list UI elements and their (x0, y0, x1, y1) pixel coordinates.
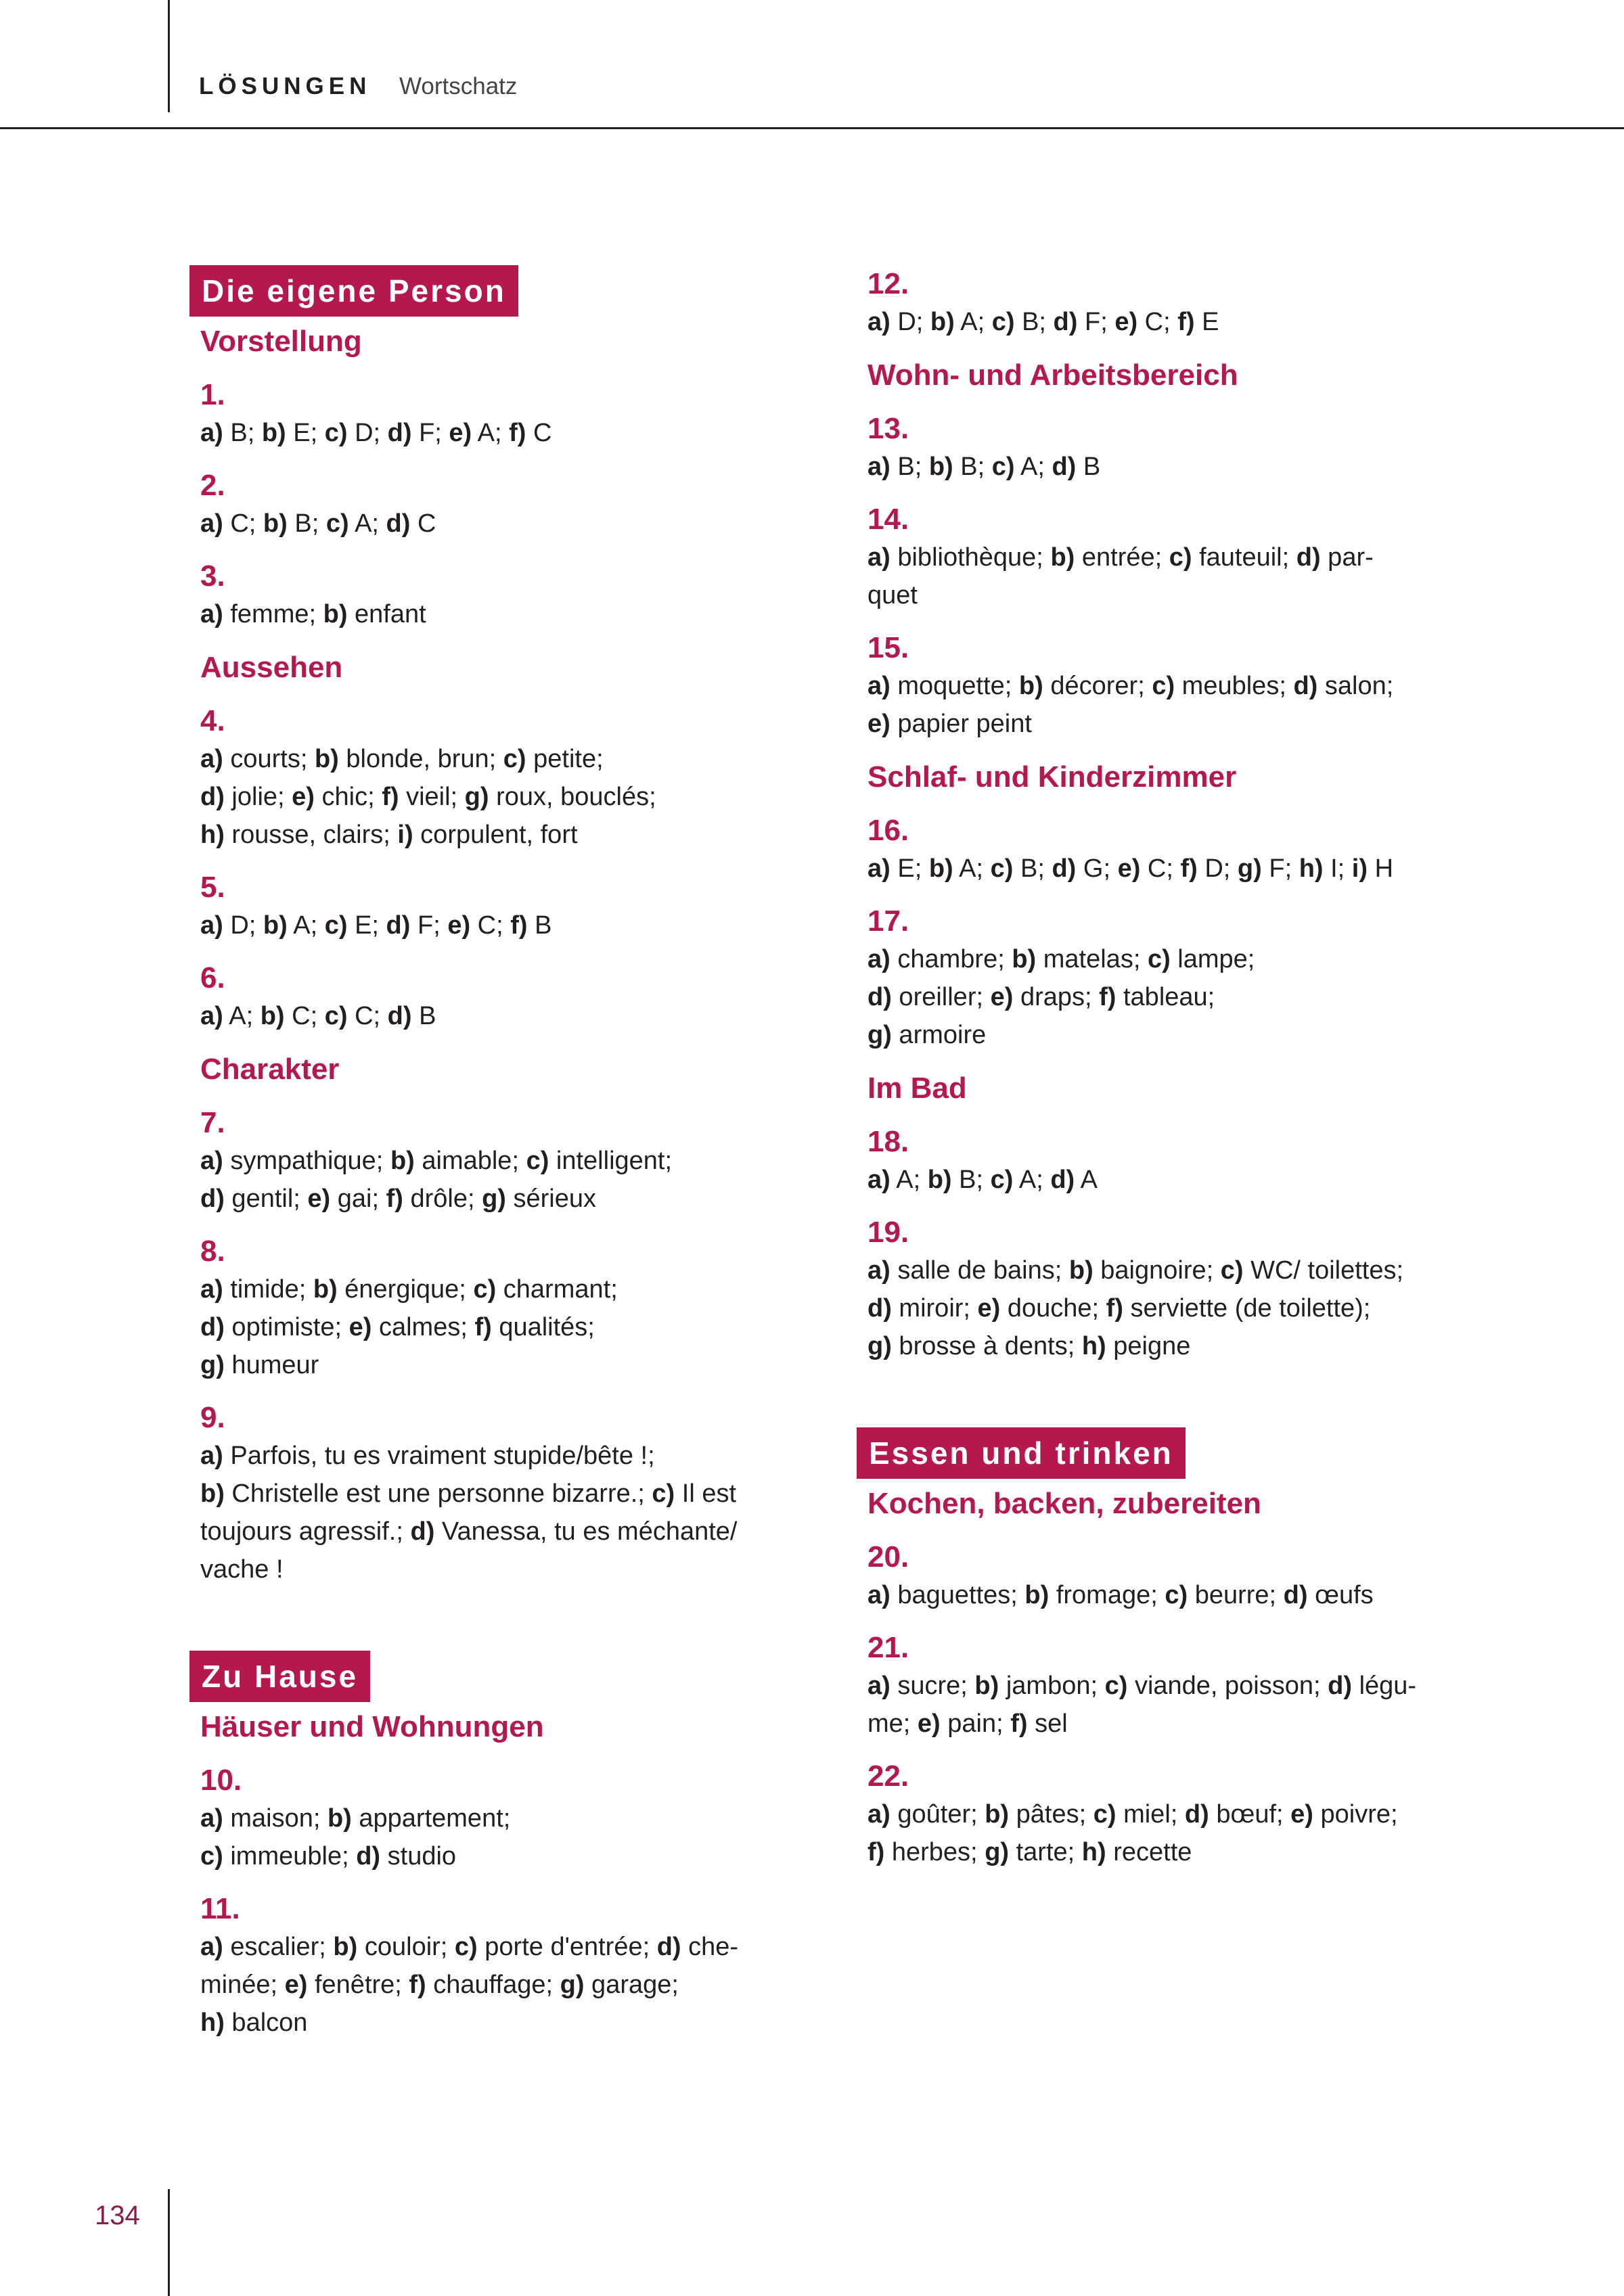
answer-line: g) armoire (867, 1021, 987, 1049)
exercise-number: 14. (867, 503, 909, 536)
subsection-heading: Charakter (200, 1053, 340, 1086)
subsection-heading: Häuser und Wohnungen (200, 1710, 544, 1743)
answer-line: toujours agressif.; d) Vanessa, tu es méchante/ (200, 1517, 738, 1546)
answer-line: a) goûter; b) pâtes; c) miel; d) bœuf; e) poivre; (867, 1800, 1398, 1829)
exercise-number: 3. (200, 559, 225, 593)
right-column (857, 265, 1466, 1886)
exercise (200, 557, 798, 633)
section-banner: Zu Hause (189, 1651, 370, 1702)
answer-line: g) brosse à dents; h) peigne (867, 1332, 1191, 1360)
answer-line: a) chambre; b) matelas; c) lampe; (867, 945, 1255, 973)
exercise (200, 959, 798, 1035)
exercise-number: 18. (867, 1125, 909, 1158)
subsection-heading: Im Bad (867, 1072, 967, 1105)
footer-rule-vertical (168, 2189, 170, 2296)
exercise (867, 1758, 1466, 1871)
answer-line: h) balcon (200, 2008, 308, 2037)
answer-line: g) humeur (200, 1351, 319, 1379)
answer-line: c) immeuble; d) studio (200, 1842, 457, 1870)
answer-line: a) escalier; b) couloir; c) porte d'entrée; d) che- (200, 1933, 739, 1961)
exercise (867, 812, 1466, 888)
answer-line: a) C; b) B; c) A; d) C (200, 509, 436, 538)
section-banner: Die eigene Person (189, 265, 518, 317)
answer-line: a) A; b) C; c) C; d) B (200, 1002, 436, 1030)
subsection-heading: Schlaf- und Kinderzimmer (867, 760, 1237, 794)
exercise-number: 22. (867, 1760, 909, 1793)
answer-line: d) gentil; e) gai; f) drôle; g) sérieux (200, 1185, 597, 1213)
exercise-number: 5. (200, 871, 225, 904)
exercise (867, 410, 1466, 486)
answer-line: me; e) pain; f) sel (867, 1709, 1068, 1738)
exercise-number: 9. (200, 1401, 225, 1434)
answer-line: f) herbes; g) tarte; h) recette (867, 1838, 1192, 1866)
answer-line: d) jolie; e) chic; f) vieil; g) roux, bouclés; (200, 783, 656, 811)
section-banner: Essen und trinken (857, 1427, 1186, 1479)
exercise (867, 1123, 1466, 1199)
exercise (867, 1214, 1466, 1365)
subsection-heading: Aussehen (200, 651, 343, 684)
answer-line: minée; e) fenêtre; f) chauffage; g) garage; (200, 1971, 679, 1999)
section-gap (189, 1603, 798, 1651)
exercise (200, 1399, 798, 1588)
exercise-number: 1. (200, 378, 225, 411)
exercise-number: 19. (867, 1216, 909, 1249)
page-number: 134 (95, 2201, 140, 2230)
answer-line: a) B; b) B; c) A; d) B (867, 453, 1101, 481)
answer-line: b) Christelle est une personne bizarre.; c) Il est (200, 1479, 737, 1508)
answer-line: a) B; b) E; c) D; d) F; e) A; f) C (200, 419, 552, 447)
header-rule-vertical (168, 0, 170, 112)
answer-line: vache ! (200, 1555, 284, 1584)
header-subtitle: Wortschatz (399, 73, 518, 99)
exercise-number: 13. (867, 412, 909, 445)
answer-line: d) optimiste; e) calmes; f) qualités; (200, 1313, 595, 1341)
exercise (200, 1104, 798, 1218)
exercise (200, 869, 798, 944)
exercise (200, 1890, 798, 2042)
exercise (200, 467, 798, 543)
subsection-heading: Kochen, backen, zubereiten (867, 1487, 1261, 1520)
exercise (200, 702, 798, 854)
exercise-number: 17. (867, 904, 909, 938)
exercise-number: 20. (867, 1540, 909, 1574)
answer-line: a) D; b) A; c) B; d) F; e) C; f) E (867, 308, 1219, 336)
answer-line: h) rousse, clairs; i) corpulent, fort (200, 821, 578, 849)
answer-line: a) timide; b) énergique; c) charmant; (200, 1275, 618, 1304)
exercise-number: 8. (200, 1235, 225, 1268)
answer-line: a) baguettes; b) fromage; c) beurre; d) œufs (867, 1581, 1374, 1609)
exercise (867, 501, 1466, 614)
answer-line: a) femme; b) enfant (200, 600, 426, 628)
answer-line: a) moquette; b) décorer; c) meubles; d) salon; (867, 672, 1394, 700)
exercise (200, 1233, 798, 1384)
exercise-number: 6. (200, 961, 225, 994)
exercise-number: 15. (867, 631, 909, 664)
answer-line: a) D; b) A; c) E; d) F; e) C; f) B (200, 911, 552, 940)
subsection-heading: Vorstellung (200, 325, 362, 358)
answer-line: a) bibliothèque; b) entrée; c) fauteuil; d) par- (867, 543, 1374, 572)
exercise-number: 21. (867, 1631, 909, 1664)
answer-line: e) papier peint (867, 710, 1032, 738)
exercise-number: 11. (200, 1892, 240, 1925)
answer-line: a) salle de bains; b) baignoire; c) WC/ toilettes; (867, 1256, 1404, 1285)
answer-line: a) A; b) B; c) A; d) A (867, 1166, 1098, 1194)
answer-line: quet (867, 581, 918, 610)
exercise-number: 2. (200, 469, 225, 502)
exercise (867, 902, 1466, 1054)
exercise-number: 12. (867, 267, 909, 300)
section-gap (857, 1380, 1466, 1427)
exercise (867, 1538, 1466, 1614)
answer-line: d) oreiller; e) draps; f) tableau; (867, 983, 1215, 1011)
left-column (189, 265, 798, 2057)
answer-line: a) E; b) A; c) B; d) G; e) C; f) D; g) F; h) I; i) H (867, 854, 1394, 883)
exercise (867, 1629, 1466, 1743)
exercise (200, 376, 798, 452)
answer-line: a) maison; b) appartement; (200, 1804, 511, 1833)
exercise-number: 4. (200, 704, 225, 737)
answer-line: a) courts; b) blonde, brun; c) petite; (200, 745, 604, 773)
exercise (867, 629, 1466, 743)
header-rule (0, 127, 1624, 129)
answer-line: a) sucre; b) jambon; c) viande, poisson; d) légu- (867, 1672, 1417, 1700)
answer-line: d) miroir; e) douche; f) serviette (de toilette); (867, 1294, 1371, 1323)
exercise (200, 1762, 798, 1875)
exercise-number: 10. (200, 1764, 242, 1797)
answer-line: a) sympathique; b) aimable; c) intelligent; (200, 1147, 673, 1175)
subsection-heading: Wohn- und Arbeitsbereich (867, 359, 1238, 392)
exercise-number: 7. (200, 1106, 225, 1139)
exercise-number: 16. (867, 814, 909, 847)
answer-line: a) Parfois, tu es vraiment stupide/bête !; (200, 1442, 655, 1470)
header-title: LÖSUNGEN (199, 73, 371, 99)
exercise (867, 265, 1466, 341)
